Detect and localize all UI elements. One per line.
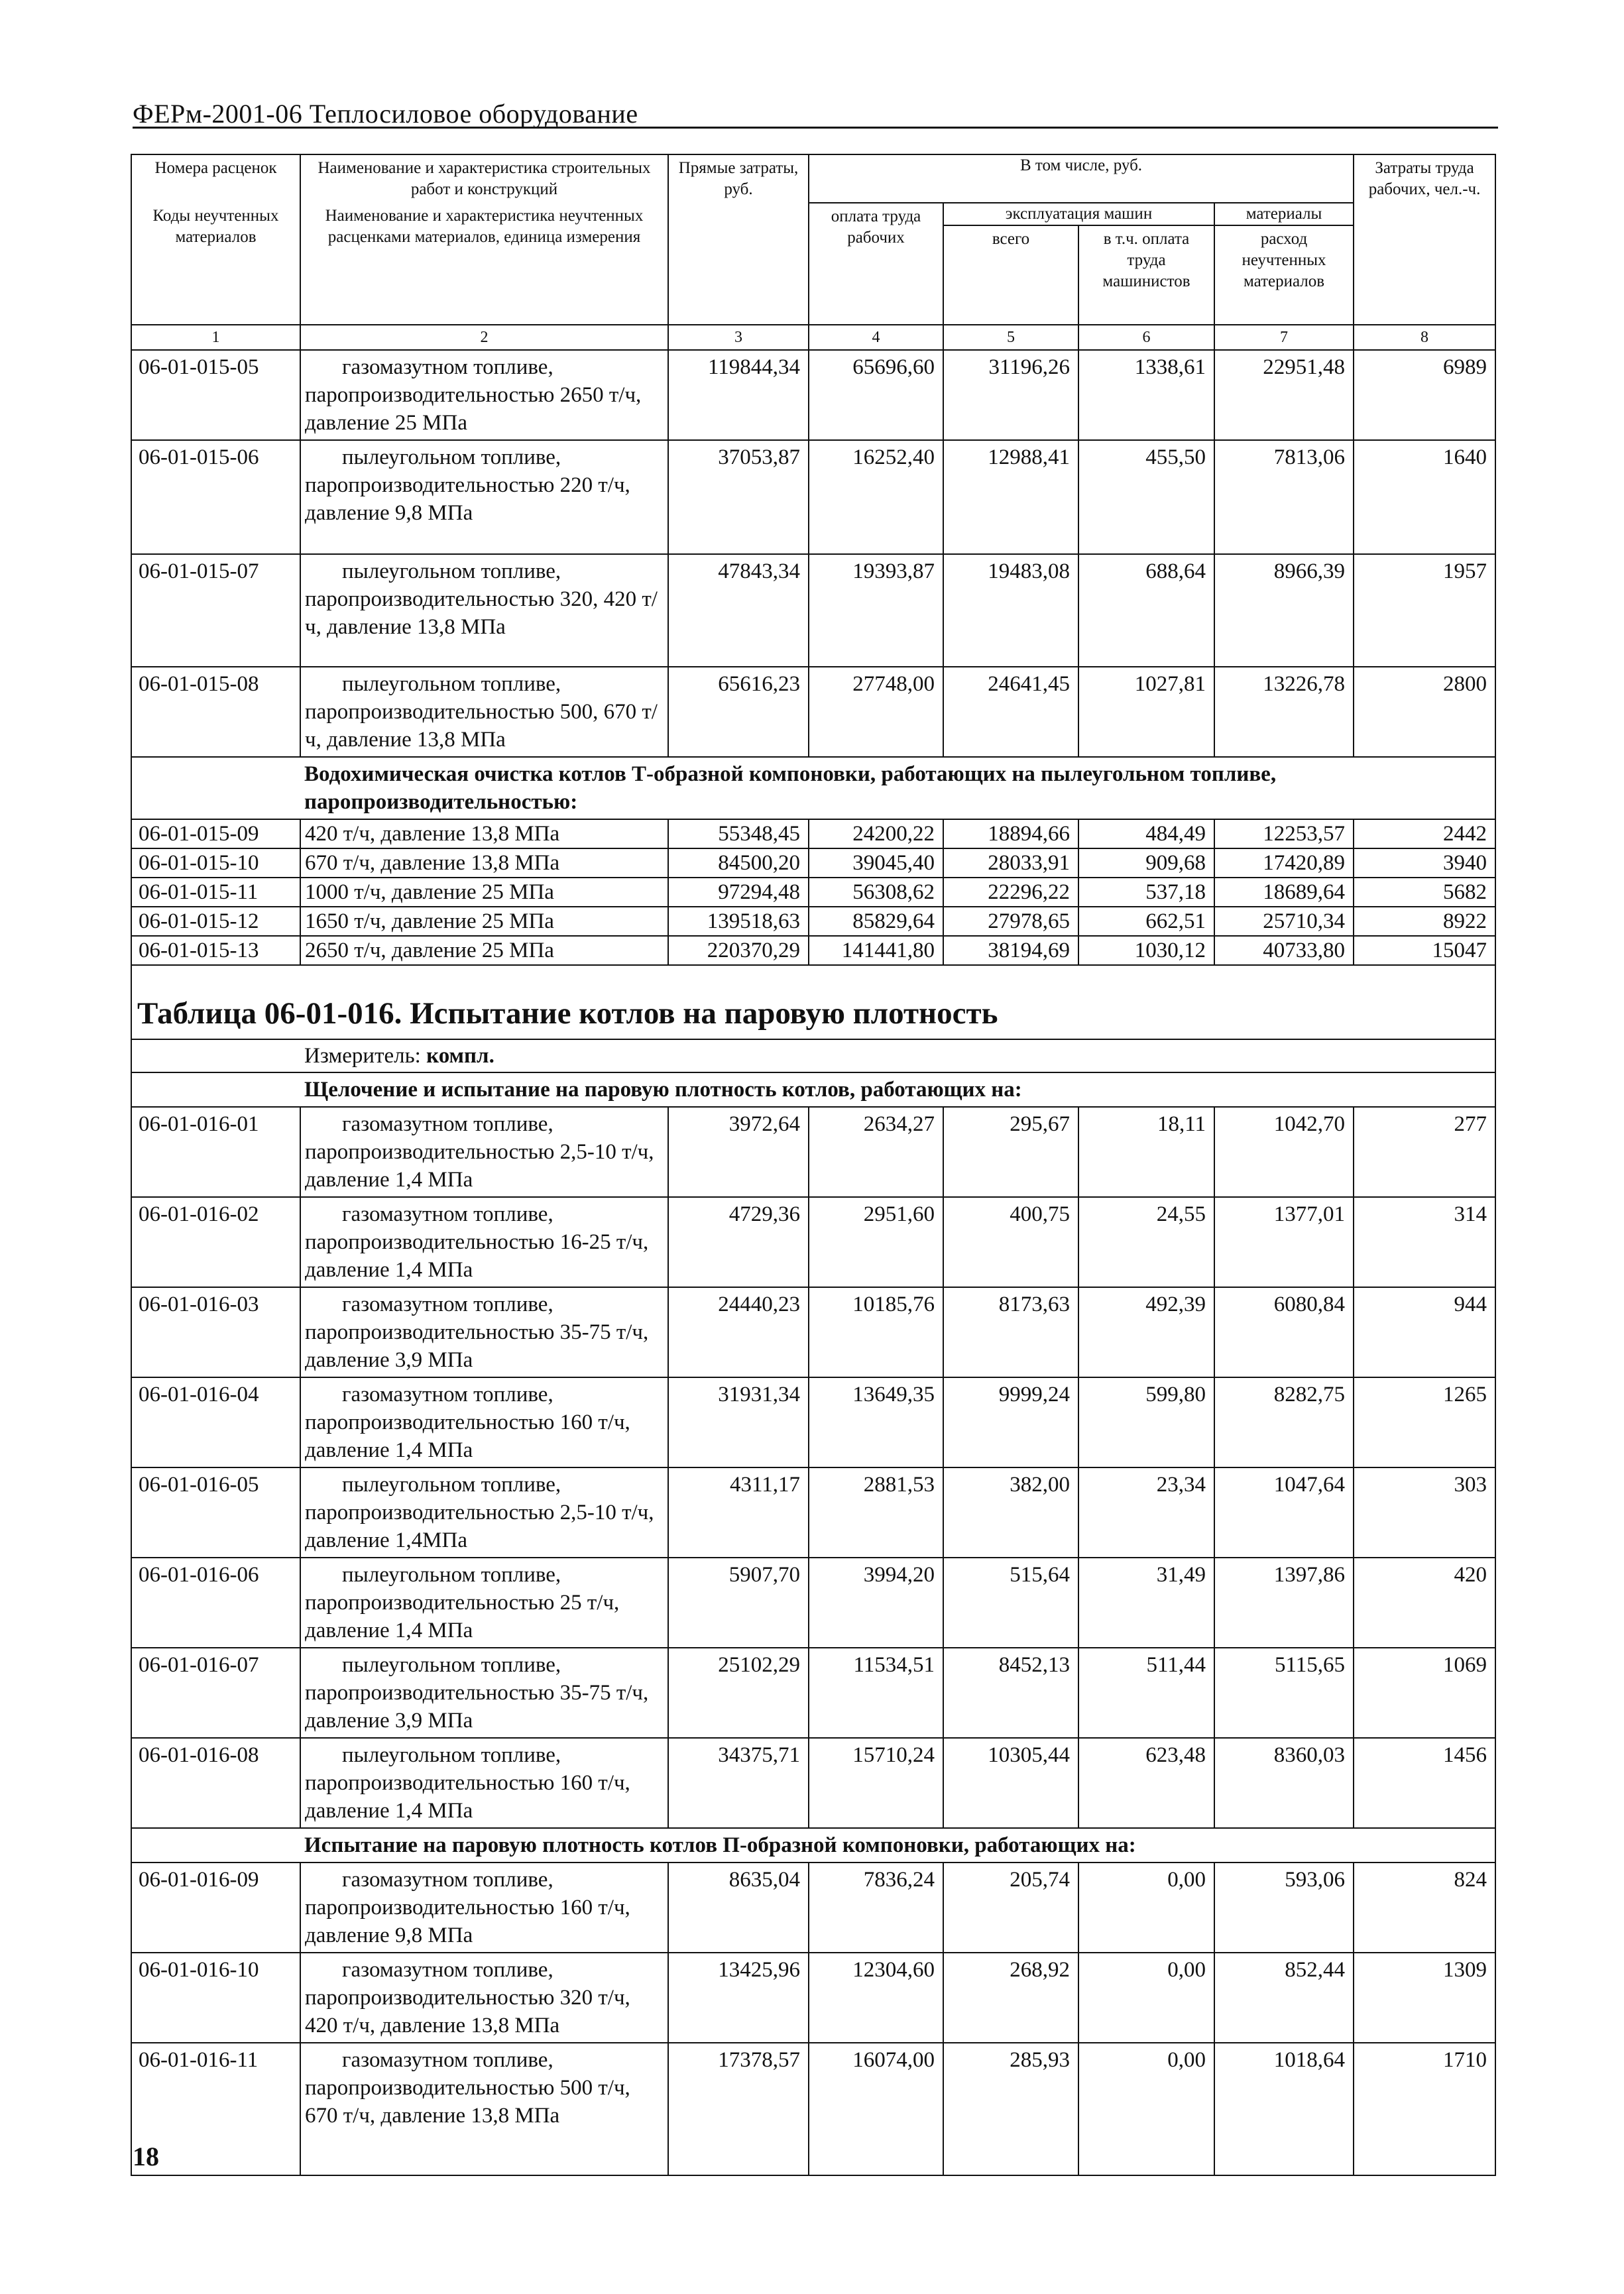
unit-label: Измеритель: [304,1044,421,1068]
operator-pay-cell: 492,39 [1078,1287,1214,1377]
work-description-cell [300,350,668,440]
worker-pay-cell: 65696,60 [809,350,943,440]
labor-hours-cell: 1456 [1354,1738,1495,1828]
description-text: газомазутном топливе, паропроизводительностью 2650 т/ч, давление 25 МПа [305,355,642,435]
direct-costs-cell: 65616,23 [668,667,809,757]
table-row [131,440,1495,554]
table-row [131,907,1495,936]
direct-costs-cell: 8635,04 [668,1863,809,1953]
materials-cell: 25710,34 [1214,907,1354,936]
rate-code-cell: 06-01-015-13 [131,936,300,965]
materials-cell: 8360,03 [1214,1738,1354,1828]
work-description-cell [300,1738,668,1828]
materials-cell: 40733,80 [1214,936,1354,965]
column-number: 6 [1078,325,1214,350]
operator-pay-cell: 537,18 [1078,878,1214,907]
work-description-cell [300,1648,668,1738]
operator-pay-cell: 909,68 [1078,848,1214,878]
direct-costs-cell: 4311,17 [668,1467,809,1558]
description-text: газомазутном топливе, паропроизводительностью 500 т/ч, 670 т/ч, давление 13,8 МПа [305,2048,630,2128]
worker-pay-cell: 15710,24 [809,1738,943,1828]
work-description-cell [300,1863,668,1953]
page-header [133,98,1498,129]
table-row [131,1377,1495,1467]
machines-total-cell: 18894,66 [943,819,1078,848]
group-heading-row [131,1072,1495,1107]
unit-value: компл. [426,1044,494,1068]
work-description-cell [300,1558,668,1648]
materials-cell: 6080,84 [1214,1287,1354,1377]
rate-code-cell: 06-01-015-10 [131,848,300,878]
labor-hours-cell: 1710 [1354,2043,1495,2175]
column-number: 3 [668,325,809,350]
labor-hours-cell: 1265 [1354,1377,1495,1467]
direct-costs-cell: 55348,45 [668,819,809,848]
col-header-labor-hours: Затраты труда рабочих, чел.-ч. [1354,154,1495,325]
direct-costs-cell: 37053,87 [668,440,809,554]
description-text: пылеугольном топливе, паропроизводительностью 2,5-10 т/ч, давление 1,4МПа [305,1473,654,1552]
col-header-materials: материалы [1214,203,1354,225]
labor-hours-cell: 5682 [1354,878,1495,907]
column-number: 7 [1214,325,1354,350]
rate-code-cell: 06-01-016-04 [131,1377,300,1467]
unit-spacer [131,1039,300,1072]
table-row [131,848,1495,878]
table-row [131,878,1495,907]
direct-costs-cell: 119844,34 [668,350,809,440]
materials-cell: 22951,48 [1214,350,1354,440]
description-text: пылеугольном топливе, паропроизводительностью 220 т/ч, давление 9,8 МПа [305,445,630,525]
rate-code-cell: 06-01-015-12 [131,907,300,936]
table-row [131,2043,1495,2175]
materials-cell: 1397,86 [1214,1558,1354,1648]
machines-total-cell: 22296,22 [943,878,1078,907]
work-description-cell [300,554,668,667]
labor-hours-cell: 2800 [1354,667,1495,757]
group-heading-row [131,757,1495,819]
operator-pay-cell: 31,49 [1078,1558,1214,1648]
direct-costs-cell: 47843,34 [668,554,809,667]
direct-costs-cell: 17378,57 [668,2043,809,2175]
header-row-2 [131,203,1495,225]
direct-costs-cell: 34375,71 [668,1738,809,1828]
work-description-cell [300,1107,668,1197]
machines-total-cell: 205,74 [943,1863,1078,1953]
worker-pay-cell: 13649,35 [809,1377,943,1467]
group-heading-spacer [131,1828,300,1863]
col-header-worker-pay: оплата труда рабочих [809,203,943,325]
table-row [131,819,1495,848]
col-header-material-description: Наименование и характеристика неучтенных расценками материалов, единица измерения [300,203,668,325]
direct-costs-cell: 84500,20 [668,848,809,878]
description-text: газомазутном топливе, паропроизводительностью 160 т/ч, давление 9,8 МПа [305,1868,630,1947]
group-heading: Щелочение и испытание на паровую плотность котлов, работающих на: [300,1072,1495,1107]
direct-costs-cell: 31931,34 [668,1377,809,1467]
table-row [131,1558,1495,1648]
description-text: газомазутном топливе, паропроизводительностью 320 т/ч, 420 т/ч, давление 13,8 МПа [305,1958,630,2037]
machines-total-cell: 382,00 [943,1467,1078,1558]
rate-code-cell: 06-01-015-05 [131,350,300,440]
labor-hours-cell: 8922 [1354,907,1495,936]
table-row [131,667,1495,757]
rate-code-cell: 06-01-015-11 [131,878,300,907]
rate-code-cell: 06-01-016-10 [131,1953,300,2043]
rate-code-cell: 06-01-015-08 [131,667,300,757]
machines-total-cell: 10305,44 [943,1738,1078,1828]
machines-total-cell: 24641,45 [943,667,1078,757]
header-row-1 [131,154,1495,203]
operator-pay-cell: 1030,12 [1078,936,1214,965]
direct-costs-cell: 4729,36 [668,1197,809,1287]
table-row [131,1863,1495,1953]
labor-hours-cell: 420 [1354,1558,1495,1648]
materials-cell: 18689,64 [1214,878,1354,907]
operator-pay-cell: 484,49 [1078,819,1214,848]
group-heading: Испытание на паровую плотность котлов П-образной компоновки, работающих на: [300,1828,1495,1863]
machines-total-cell: 12988,41 [943,440,1078,554]
worker-pay-cell: 24200,22 [809,819,943,848]
rate-code-cell: 06-01-016-03 [131,1287,300,1377]
group-heading: Водохимическая очистка котлов Т-образной компоновки, работающих на пылеугольном топливе, паропроизводительностью: [300,757,1495,819]
operator-pay-cell: 511,44 [1078,1648,1214,1738]
worker-pay-cell: 2881,53 [809,1467,943,1558]
operator-pay-cell: 662,51 [1078,907,1214,936]
header-rule [133,127,1498,129]
materials-cell: 1047,64 [1214,1467,1354,1558]
labor-hours-cell: 15047 [1354,936,1495,965]
description-text: газомазутном топливе, паропроизводительностью 35-75 т/ч, давление 3,9 МПа [305,1292,649,1372]
column-number: 2 [300,325,668,350]
rate-code-cell: 06-01-016-01 [131,1107,300,1197]
materials-cell: 593,06 [1214,1863,1354,1953]
machines-total-cell: 8173,63 [943,1287,1078,1377]
description-text: пылеугольном топливе, паропроизводительностью 25 т/ч, давление 1,4 МПа [305,1563,620,1642]
direct-costs-cell: 97294,48 [668,878,809,907]
operator-pay-cell: 0,00 [1078,1863,1214,1953]
machines-total-cell: 268,92 [943,1953,1078,2043]
col-header-operator-pay: в т.ч. оплата труда машинистов [1078,225,1214,325]
col-header-material-codes: Коды неучтенных материалов [131,203,300,325]
materials-cell: 1018,64 [1214,2043,1354,2175]
table-row [131,1197,1495,1287]
materials-cell: 5115,65 [1214,1648,1354,1738]
worker-pay-cell: 10185,76 [809,1287,943,1377]
description-text: газомазутном топливе, паропроизводительностью 16-25 т/ч, давление 1,4 МПа [305,1202,649,1282]
rate-code-cell: 06-01-016-11 [131,2043,300,2175]
document-title: ФЕРм-2001-06 Теплосиловое оборудование [133,99,638,129]
worker-pay-cell: 27748,00 [809,667,943,757]
work-description-cell [300,1287,668,1377]
column-numbers-row [131,325,1495,350]
machines-total-cell: 295,67 [943,1107,1078,1197]
worker-pay-cell: 7836,24 [809,1863,943,1953]
column-number: 1 [131,325,300,350]
rate-code-cell: 06-01-015-07 [131,554,300,667]
table-row [131,1738,1495,1828]
labor-hours-cell: 3940 [1354,848,1495,878]
materials-cell: 1042,70 [1214,1107,1354,1197]
table-title-row [131,965,1495,1039]
description-text: пылеугольном топливе, паропроизводительностью 320, 420 т/ч, давление 13,8 МПа [305,559,658,639]
worker-pay-cell: 85829,64 [809,907,943,936]
machines-total-cell: 400,75 [943,1197,1078,1287]
table-row [131,936,1495,965]
table-row [131,1648,1495,1738]
materials-cell: 17420,89 [1214,848,1354,878]
machines-total-cell: 9999,24 [943,1377,1078,1467]
work-description-cell [300,1467,668,1558]
operator-pay-cell: 0,00 [1078,1953,1214,2043]
operator-pay-cell: 1027,81 [1078,667,1214,757]
worker-pay-cell: 39045,40 [809,848,943,878]
rate-code-cell: 06-01-015-06 [131,440,300,554]
col-header-material-consumption: расход неучтенных материалов [1214,225,1354,325]
machines-total-cell: 27978,65 [943,907,1078,936]
group-heading-spacer [131,1072,300,1107]
description-text: пылеугольном топливе, паропроизводительностью 500, 670 т/ч, давление 13,8 МПа [305,672,658,752]
labor-hours-cell: 824 [1354,1863,1495,1953]
materials-cell: 1377,01 [1214,1197,1354,1287]
operator-pay-cell: 599,80 [1078,1377,1214,1467]
rate-code-cell: 06-01-016-02 [131,1197,300,1287]
work-description-cell: 670 т/ч, давление 13,8 МПа [300,848,668,878]
worker-pay-cell: 56308,62 [809,878,943,907]
direct-costs-cell: 3972,64 [668,1107,809,1197]
description-text: пылеугольном топливе, паропроизводительностью 35-75 т/ч, давление 3,9 МПа [305,1653,649,1733]
operator-pay-cell: 23,34 [1078,1467,1214,1558]
rate-code-cell: 06-01-015-09 [131,819,300,848]
machines-total-cell: 515,64 [943,1558,1078,1648]
materials-cell: 12253,57 [1214,819,1354,848]
labor-hours-cell: 1069 [1354,1648,1495,1738]
col-header-work-description: Наименование и характеристика строительных работ и конструкций [300,154,668,203]
work-description-cell [300,1953,668,2043]
rate-code-cell: 06-01-016-09 [131,1863,300,1953]
work-description-cell: 1000 т/ч, давление 25 МПа [300,878,668,907]
operator-pay-cell: 0,00 [1078,2043,1214,2175]
col-header-machines-total: всего [943,225,1078,325]
work-description-cell: 1650 т/ч, давление 25 МПа [300,907,668,936]
machines-total-cell: 28033,91 [943,848,1078,878]
table-row [131,350,1495,440]
table-title: Таблица 06-01-016. Испытание котлов на паровую плотность [131,965,1495,1039]
rate-code-cell: 06-01-016-08 [131,1738,300,1828]
worker-pay-cell: 16074,00 [809,2043,943,2175]
labor-hours-cell: 314 [1354,1197,1495,1287]
work-description-cell [300,2043,668,2175]
labor-hours-cell: 944 [1354,1287,1495,1377]
materials-cell: 852,44 [1214,1953,1354,2043]
machines-total-cell: 8452,13 [943,1648,1078,1738]
operator-pay-cell: 688,64 [1078,554,1214,667]
worker-pay-cell: 12304,60 [809,1953,943,2043]
operator-pay-cell: 1338,61 [1078,350,1214,440]
materials-cell: 7813,06 [1214,440,1354,554]
work-description-cell [300,667,668,757]
machines-total-cell: 38194,69 [943,936,1078,965]
direct-costs-cell: 25102,29 [668,1648,809,1738]
worker-pay-cell: 19393,87 [809,554,943,667]
worker-pay-cell: 2634,27 [809,1107,943,1197]
description-text: пылеугольном топливе, паропроизводительностью 160 т/ч, давление 1,4 МПа [305,1743,630,1823]
table-row [131,1467,1495,1558]
labor-hours-cell: 1309 [1354,1953,1495,2043]
labor-hours-cell: 6989 [1354,350,1495,440]
group-heading-row [131,1828,1495,1863]
direct-costs-cell: 220370,29 [668,936,809,965]
unit-row [131,1039,1495,1072]
col-header-direct-costs: Прямые затраты, руб. [668,154,809,325]
direct-costs-cell: 5907,70 [668,1558,809,1648]
description-text: газомазутном топливе, паропроизводительностью 160 т/ч, давление 1,4 МПа [305,1383,630,1462]
rates-table [131,154,1496,2176]
col-header-including: В том числе, руб. [809,154,1354,203]
labor-hours-cell: 1640 [1354,440,1495,554]
worker-pay-cell: 141441,80 [809,936,943,965]
direct-costs-cell: 13425,96 [668,1953,809,2043]
materials-cell: 8966,39 [1214,554,1354,667]
group-heading-spacer [131,757,300,819]
materials-cell: 8282,75 [1214,1377,1354,1467]
worker-pay-cell: 2951,60 [809,1197,943,1287]
column-number: 4 [809,325,943,350]
work-description-cell: 420 т/ч, давление 13,8 МПа [300,819,668,848]
column-number: 5 [943,325,1078,350]
description-text: газомазутном топливе, паропроизводительностью 2,5-10 т/ч, давление 1,4 МПа [305,1112,654,1192]
column-number: 8 [1354,325,1495,350]
table-row [131,1107,1495,1197]
table-row [131,554,1495,667]
work-description-cell: 2650 т/ч, давление 25 МПа [300,936,668,965]
worker-pay-cell: 11534,51 [809,1648,943,1738]
page-number: 18 [133,2142,159,2171]
direct-costs-cell: 24440,23 [668,1287,809,1377]
materials-cell: 13226,78 [1214,667,1354,757]
direct-costs-cell: 139518,63 [668,907,809,936]
labor-hours-cell: 303 [1354,1467,1495,1558]
work-description-cell [300,1377,668,1467]
operator-pay-cell: 623,48 [1078,1738,1214,1828]
rate-code-cell: 06-01-016-05 [131,1467,300,1558]
rate-code-cell: 06-01-016-07 [131,1648,300,1738]
table-row [131,1953,1495,2043]
labor-hours-cell: 2442 [1354,819,1495,848]
work-description-cell [300,1197,668,1287]
work-description-cell [300,440,668,554]
machines-total-cell: 19483,08 [943,554,1078,667]
operator-pay-cell: 18,11 [1078,1107,1214,1197]
operator-pay-cell: 24,55 [1078,1197,1214,1287]
worker-pay-cell: 16252,40 [809,440,943,554]
table-row [131,1287,1495,1377]
machines-total-cell: 285,93 [943,2043,1078,2175]
machines-total-cell: 31196,26 [943,350,1078,440]
worker-pay-cell: 3994,20 [809,1558,943,1648]
col-header-rate-numbers: Номера расценок [131,154,300,203]
operator-pay-cell: 455,50 [1078,440,1214,554]
col-header-machine-operation: эксплуатация машин [943,203,1214,225]
labor-hours-cell: 277 [1354,1107,1495,1197]
rate-code-cell: 06-01-016-06 [131,1558,300,1648]
unit-cell [300,1039,1495,1072]
labor-hours-cell: 1957 [1354,554,1495,667]
